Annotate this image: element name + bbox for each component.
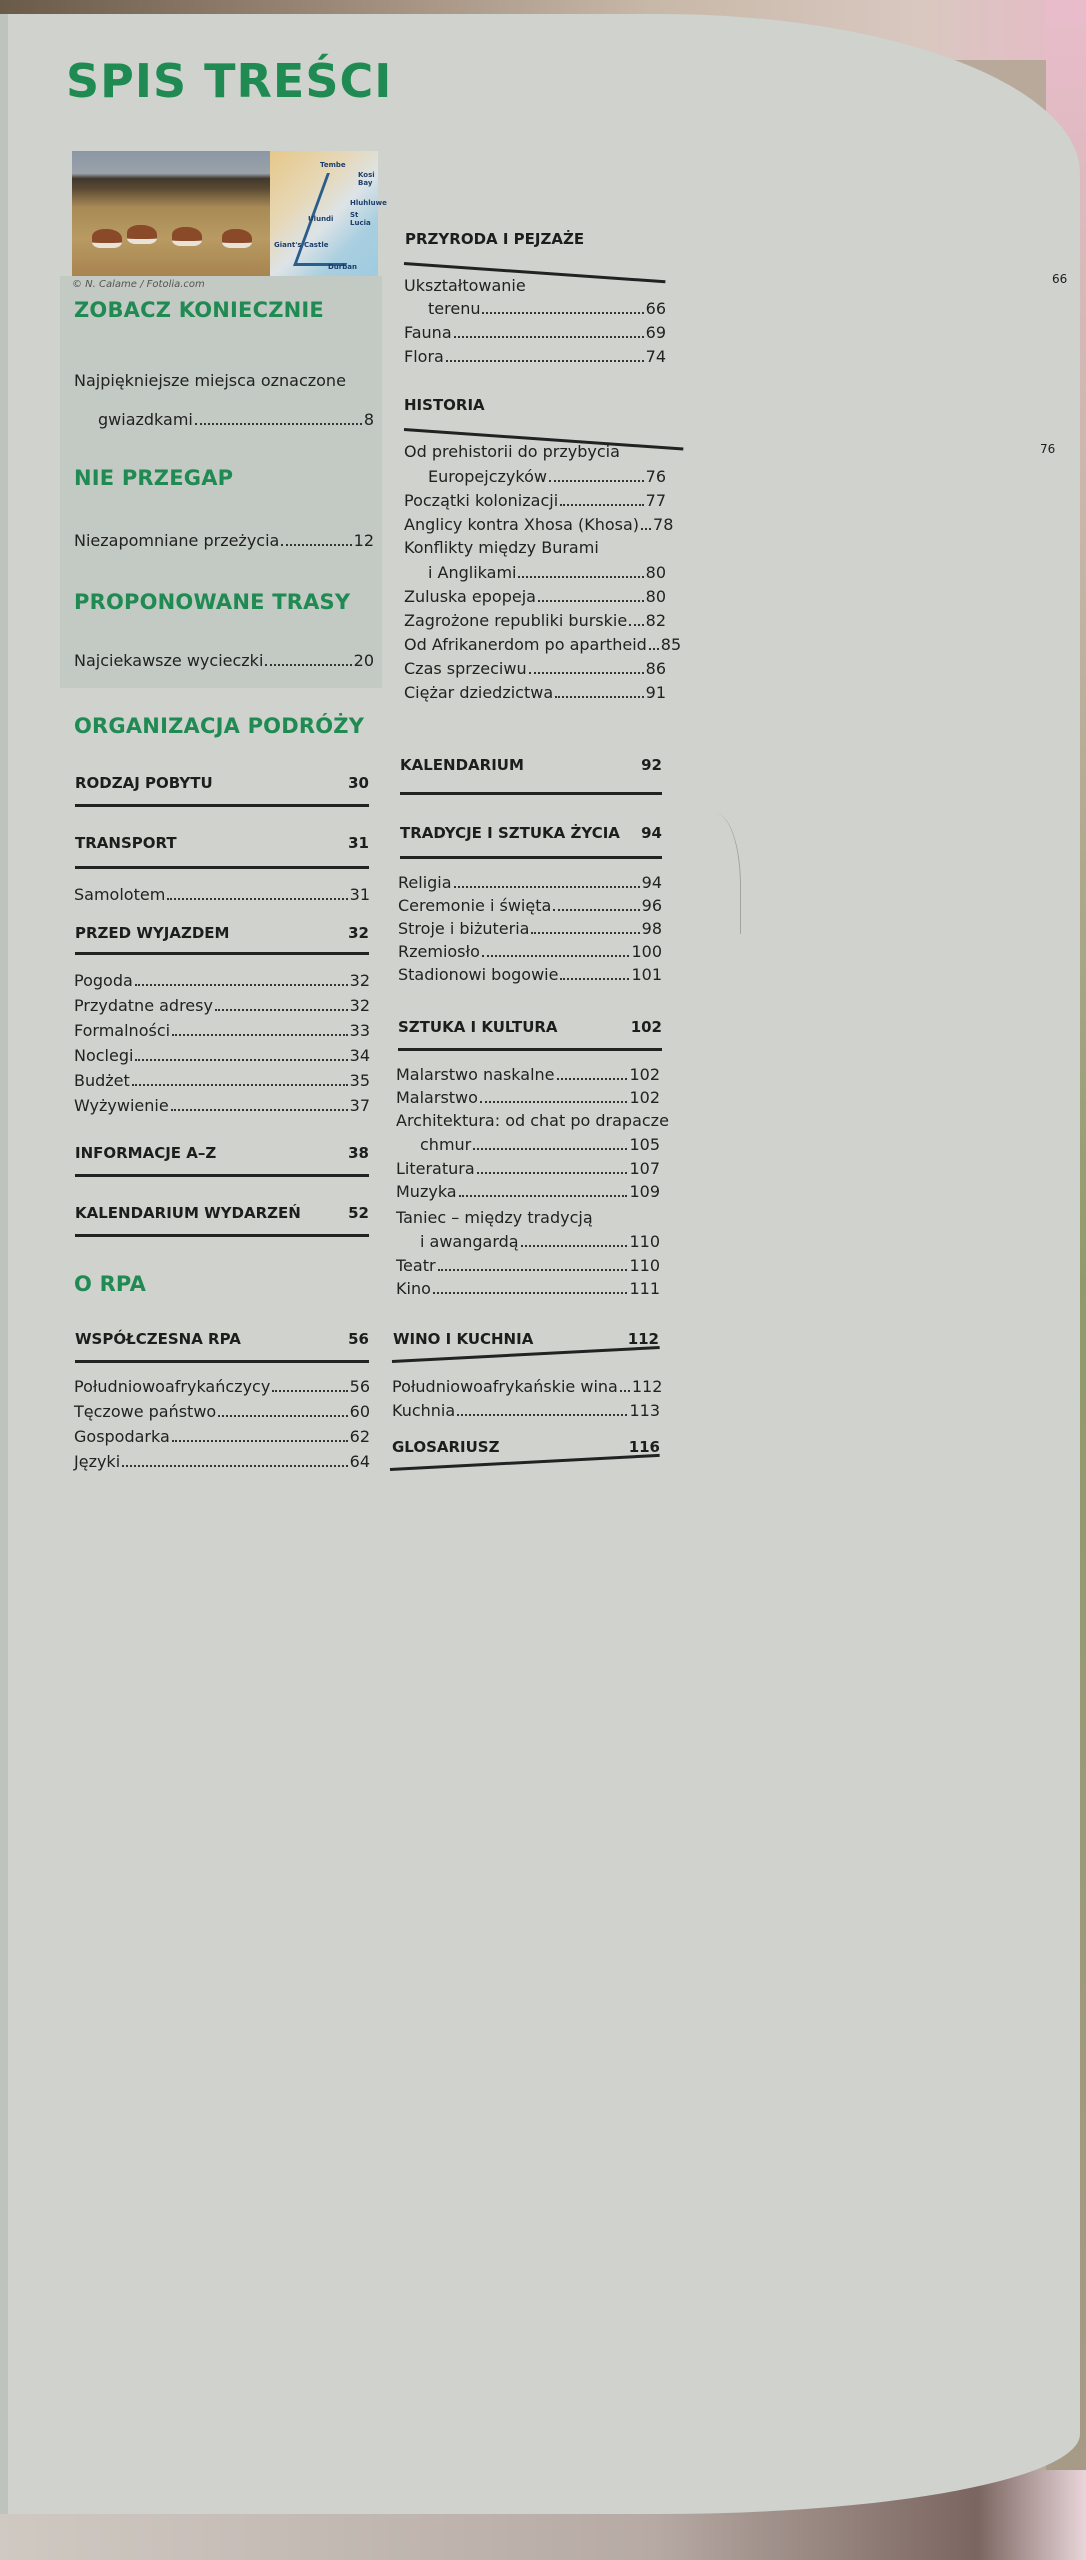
section-rule <box>75 952 369 955</box>
antelope-icon <box>172 227 202 246</box>
page-number: 35 <box>349 1071 370 1090</box>
leader-dots <box>538 600 644 602</box>
page-number: 110 <box>629 1256 660 1275</box>
page-number: 102 <box>629 1065 660 1084</box>
page-number: 102 <box>629 1088 660 1107</box>
page-number: 85 <box>660 635 682 654</box>
toc-entry[interactable]: Formalności 33 <box>74 1021 370 1040</box>
toc-entry[interactable]: Zagrożone republiki burskie 82 <box>404 611 666 630</box>
toc-entry[interactable]: i Anglikami 80 <box>428 563 666 582</box>
page-number: 100 <box>631 942 662 961</box>
toc-entry-label[interactable]: Architektura: od chat po drapacze <box>396 1111 669 1130</box>
page-number: 80 <box>645 587 666 606</box>
page-number: 109 <box>629 1182 660 1201</box>
map-label: Kosi Bay <box>358 171 375 187</box>
page-number: 37 <box>349 1096 370 1115</box>
section-rule <box>390 1454 660 1471</box>
antelope-icon <box>222 229 252 248</box>
toc-entry-label[interactable]: Taniec – między tradycją <box>396 1208 593 1227</box>
heading-zobacz-koniecznie: ZOBACZ KONIECZNIE <box>74 298 324 322</box>
section-rule <box>400 792 662 795</box>
page-number: 86 <box>645 659 666 678</box>
toc-entry[interactable]: Najciekawsze wycieczki 20 <box>74 651 374 670</box>
toc-entry[interactable]: Stadionowi bogowie 101 <box>398 965 662 984</box>
leader-dots <box>521 1245 628 1247</box>
page-number: 30 <box>348 774 369 792</box>
leader-dots <box>560 504 644 506</box>
page-number: 74 <box>645 347 666 366</box>
leader-dots <box>438 1269 628 1271</box>
page-number: 101 <box>631 965 662 984</box>
leader-dots <box>122 1465 348 1467</box>
leader-dots <box>218 1415 347 1417</box>
leader-dots <box>265 664 351 666</box>
leader-dots <box>553 909 639 911</box>
toc-entry[interactable]: i awangardą 110 <box>420 1232 660 1251</box>
page-number: 38 <box>348 1144 369 1162</box>
toc-entry[interactable]: Malarstwo naskalne 102 <box>396 1065 660 1084</box>
page-number: 66 <box>645 299 666 318</box>
toc-entry[interactable]: Fauna 69 <box>404 323 666 342</box>
section-rule <box>75 1174 369 1177</box>
toc-entry[interactable]: Wyżywienie 37 <box>74 1096 370 1115</box>
toc-entry[interactable]: Europejczyków 76 <box>428 467 666 486</box>
page-number: 20 <box>353 651 374 670</box>
map-label: Ulundi <box>308 215 334 223</box>
page-number: 33 <box>349 1021 370 1040</box>
toc-entry[interactable]: Stroje i biżuteria 98 <box>398 919 662 938</box>
leader-dots <box>555 696 644 698</box>
map-label: Giant's Castle <box>274 241 329 249</box>
page-number: 31 <box>348 834 369 852</box>
toc-entry[interactable]: Anglicy kontra Xhosa (Khosa) 78 <box>404 515 674 534</box>
page-number: 32 <box>349 971 370 990</box>
page-title: SPIS TREŚCI <box>66 54 393 108</box>
leader-dots <box>281 544 351 546</box>
toc-entry[interactable]: Ciężar dziedzictwa 91 <box>404 683 666 702</box>
leader-dots <box>549 480 644 482</box>
book-page <box>0 14 1080 2514</box>
page-number: 60 <box>349 1402 370 1421</box>
pen-mark <box>700 814 741 934</box>
toc-entry[interactable]: Muzyka 109 <box>396 1182 660 1201</box>
page-number: 31 <box>349 885 370 904</box>
toc-entry[interactable]: Kino 111 <box>396 1279 660 1298</box>
toc-entry-label[interactable]: Od prehistorii do przybycia <box>404 442 620 461</box>
leader-dots <box>629 624 643 626</box>
toc-entry[interactable]: Samolotem 31 <box>74 885 370 904</box>
antelope-icon <box>92 229 122 248</box>
toc-entry[interactable]: Teatr 110 <box>396 1256 660 1275</box>
page-number: 102 <box>630 1018 662 1036</box>
route-map <box>270 151 387 276</box>
leader-dots <box>477 1172 628 1174</box>
page-number: 92 <box>641 756 662 774</box>
page-number: 107 <box>629 1159 660 1178</box>
toc-entry[interactable]: Czas sprzeciwu 86 <box>404 659 666 678</box>
leader-dots <box>518 576 643 578</box>
leader-dots <box>195 423 362 425</box>
leader-dots <box>172 1440 348 1442</box>
toc-entry[interactable]: Gospodarka 62 <box>74 1427 370 1446</box>
section-kalendarium[interactable]: KALENDARIUM 92 <box>400 756 662 774</box>
page-number: 12 <box>353 531 374 550</box>
leader-dots <box>446 360 644 362</box>
section-kalendarium-wydarzen[interactable]: KALENDARIUM WYDARZEŃ 52 <box>75 1204 369 1222</box>
toc-entry[interactable]: Niezapomniane przeżycia 12 <box>74 531 374 550</box>
heading-organizacja-podrozy: ORGANIZACJA PODRÓŻY <box>74 714 365 738</box>
leader-dots <box>454 886 640 888</box>
leader-dots <box>473 1148 627 1150</box>
section-przed-wyjazdem[interactable]: PRZED WYJAZDEM 32 <box>75 924 369 942</box>
page-number: 98 <box>641 919 662 938</box>
toc-entry[interactable]: Tęczowe państwo 60 <box>74 1402 370 1421</box>
antelope-icon <box>127 225 157 244</box>
leader-dots <box>529 672 644 674</box>
leader-dots <box>433 1292 628 1294</box>
section-rule <box>392 1346 660 1363</box>
section-rule <box>75 866 369 869</box>
heading-o-rpa: O RPA <box>74 1272 147 1296</box>
leader-dots <box>135 1059 347 1061</box>
page-number: 91 <box>645 683 666 702</box>
toc-entry[interactable]: Południowoafrykańskie wina 112 <box>392 1377 663 1396</box>
toc-entry[interactable]: Rzemiosło 100 <box>398 942 662 961</box>
toc-entry[interactable]: gwiazdkami 8 <box>98 410 374 429</box>
page-number: 94 <box>641 824 662 842</box>
section-rule <box>75 1360 369 1363</box>
toc-entry[interactable]: Budżet 35 <box>74 1071 370 1090</box>
toc-entry[interactable]: Od Afrikanerdom po apartheid 85 <box>404 635 682 654</box>
page-number: 82 <box>645 611 666 630</box>
section-rule <box>398 1048 662 1051</box>
toc-entry[interactable]: Języki 64 <box>74 1452 370 1471</box>
page-edge <box>0 14 8 2514</box>
leader-dots <box>557 1078 628 1080</box>
page-number: 105 <box>629 1135 660 1154</box>
toc-entry[interactable]: Malarstwo 102 <box>396 1088 660 1107</box>
page-number: 52 <box>348 1204 369 1222</box>
toc-entry-label[interactable]: Konflikty między Burami <box>404 538 599 557</box>
page-number: 32 <box>348 924 369 942</box>
toc-entry[interactable]: terenu 66 <box>428 299 666 318</box>
leader-dots <box>459 1195 628 1197</box>
heading-proponowane-trasy: PROPONOWANE TRASY <box>74 590 351 614</box>
map-label: Tembe <box>320 161 346 169</box>
section-informacje-a-z[interactable]: INFORMACJE A–Z 38 <box>75 1144 369 1162</box>
section-transport[interactable]: TRANSPORT 31 <box>75 834 369 852</box>
toc-entry[interactable]: Pogoda 32 <box>74 971 370 990</box>
page-number: 113 <box>629 1401 660 1420</box>
toc-entry-label[interactable]: Najpiękniejsze miejsca oznaczone <box>74 371 346 390</box>
section-wspolczesna-rpa[interactable]: WSPÓŁCZESNA RPA 56 <box>75 1330 369 1348</box>
section-sztuka-i-kultura[interactable]: SZTUKA I KULTURA 102 <box>398 1018 662 1036</box>
section-rodzaj-pobytu[interactable]: RODZAJ POBYTU 30 <box>75 774 369 792</box>
leader-dots <box>620 1390 630 1392</box>
toc-entry[interactable]: Zuluska epopeja 80 <box>404 587 666 606</box>
leader-dots <box>480 1101 628 1103</box>
toc-entry[interactable]: Początki kolonizacji 77 <box>404 491 666 510</box>
leader-dots <box>649 648 659 650</box>
leader-dots <box>272 1390 347 1392</box>
toc-entry[interactable]: Literatura 107 <box>396 1159 660 1178</box>
page-number: 116 <box>628 1438 660 1456</box>
toc-entry[interactable]: Ceremonie i święta 96 <box>398 896 662 915</box>
page-number: 94 <box>641 873 662 892</box>
header-photo <box>72 151 387 276</box>
section-rule <box>75 1234 369 1237</box>
toc-entry[interactable]: Kuchnia 113 <box>392 1401 660 1420</box>
leader-dots <box>641 528 651 530</box>
leader-dots <box>457 1414 627 1416</box>
page-number: 56 <box>348 1330 369 1348</box>
page-number: 76 <box>1040 442 1056 456</box>
map-label: St Lucia <box>350 211 371 227</box>
page-number: 62 <box>349 1427 370 1446</box>
leader-dots <box>167 898 347 900</box>
toc-entry[interactable]: Noclegi 34 <box>74 1046 370 1065</box>
leader-dots <box>215 1009 348 1011</box>
page-number: 77 <box>645 491 666 510</box>
section-wino-i-kuchnia[interactable]: WINO I KUCHNIA 112 <box>393 1330 659 1348</box>
springbok-photo <box>72 151 270 276</box>
toc-entry-label[interactable]: Ukształtowanie <box>404 276 526 295</box>
page-number: 111 <box>629 1279 660 1298</box>
leader-dots <box>482 955 630 957</box>
section-rule <box>75 804 369 807</box>
page-number: 76 <box>645 467 666 486</box>
heading-nie-przegap: NIE PRZEGAP <box>74 466 234 490</box>
toc-entry[interactable]: Przydatne adresy 32 <box>74 996 370 1015</box>
map-label: Durban <box>328 263 357 271</box>
toc-entry[interactable]: Flora 74 <box>404 347 666 366</box>
page-number: 66 <box>1052 272 1068 286</box>
leader-dots <box>171 1109 348 1111</box>
toc-entry[interactable]: chmur 105 <box>420 1135 660 1154</box>
section-przyroda-i-pejzaze[interactable]: PRZYRODA I PEJZAŻE <box>405 230 585 248</box>
section-historia[interactable]: HISTORIA <box>404 396 485 414</box>
toc-entry[interactable]: Południowoafrykańczycy 56 <box>74 1377 370 1396</box>
photo-credit: © N. Calame / Fotolia.com <box>72 279 205 290</box>
leader-dots <box>482 312 643 314</box>
page-number: 69 <box>645 323 666 342</box>
leader-dots <box>135 984 348 986</box>
page-number: 78 <box>653 515 674 534</box>
leader-dots <box>531 932 639 934</box>
leader-dots <box>560 978 629 980</box>
page-number: 64 <box>349 1452 370 1471</box>
page-number: 34 <box>349 1046 370 1065</box>
leader-dots <box>172 1034 348 1036</box>
toc-entry[interactable]: Religia 94 <box>398 873 662 892</box>
section-rule <box>400 856 662 859</box>
page-number: 96 <box>641 896 662 915</box>
page-number: 56 <box>349 1377 370 1396</box>
section-glosariusz[interactable]: GLOSARIUSZ 116 <box>392 1438 660 1456</box>
leader-dots <box>454 336 644 338</box>
page-number: 110 <box>629 1232 660 1251</box>
map-label: Hluhluwe <box>350 199 387 207</box>
page-number: 32 <box>349 996 370 1015</box>
page-number: 112 <box>631 1377 663 1396</box>
leader-dots <box>132 1084 348 1086</box>
page-number: 112 <box>627 1330 659 1348</box>
page-number: 80 <box>645 563 666 582</box>
section-tradycje-i-sztuka-zycia[interactable]: TRADYCJE I SZTUKA ŻYCIA 94 <box>400 824 662 842</box>
page-number: 8 <box>363 410 374 429</box>
